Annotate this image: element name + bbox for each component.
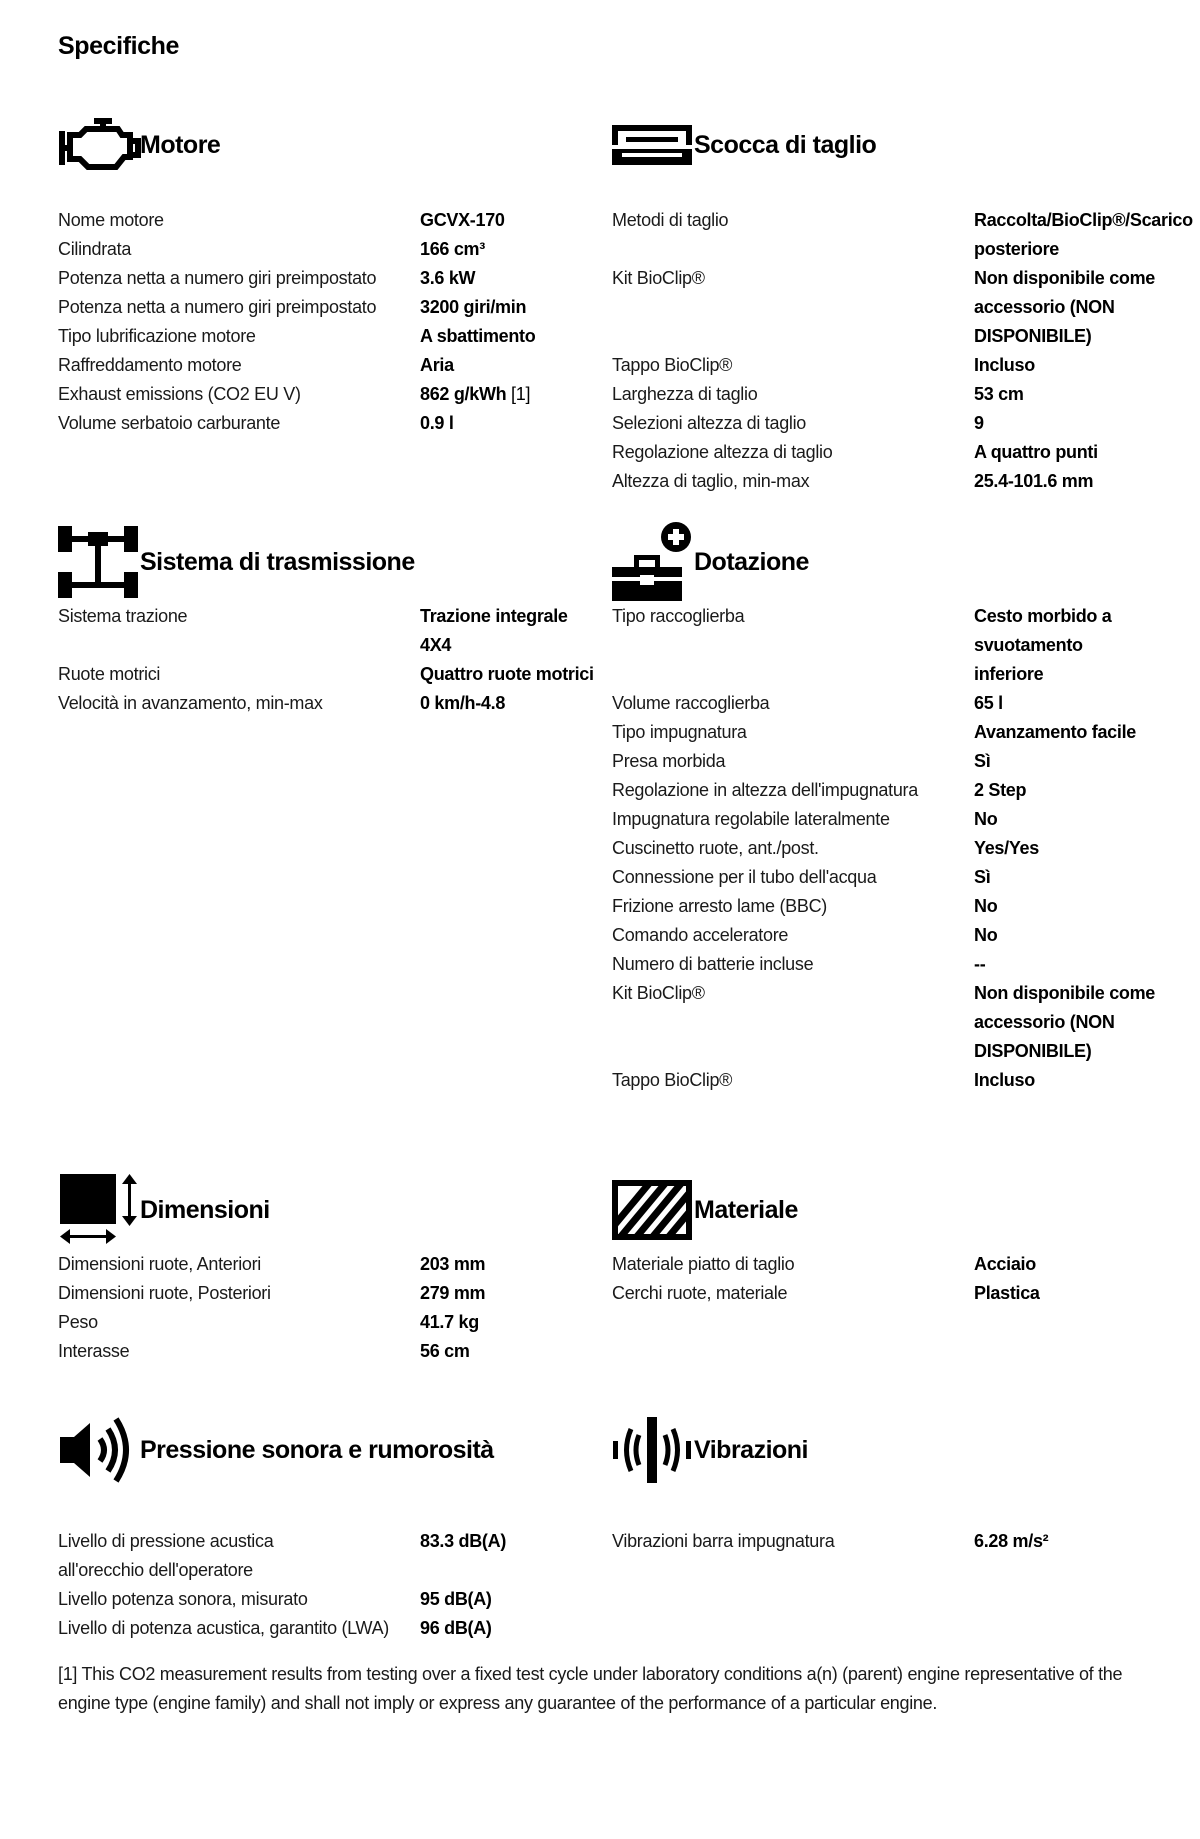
spec-value: Sì [974, 751, 991, 771]
spec-row [612, 1250, 1164, 1279]
spec-row [58, 409, 610, 438]
spec-row [612, 380, 1164, 409]
spec-list [58, 1527, 610, 1643]
section-title: Sistema di trasmissione [140, 547, 415, 576]
spec-label: Presa morbida [612, 751, 726, 771]
dimensions-icon [58, 1170, 142, 1250]
spec-row [612, 1527, 1164, 1556]
section-scocca [612, 105, 1193, 496]
footnote: [1] This CO2 measurement results from testing over a fixed test cycle under laboratory conditions a(n) (parent) engine representative of the engine type (engine family) and shall not imply or express any guarantee of the performance of a particular engine. [58, 1664, 1123, 1713]
spec-row [58, 1279, 610, 1308]
spec-list [58, 602, 610, 718]
section-dotazione [612, 522, 1164, 1095]
section-title: Motore [140, 130, 221, 159]
spec-label: Regolazione in altezza dell'impugnatura [612, 780, 918, 800]
section-header [612, 105, 1164, 185]
spec-row [58, 1337, 610, 1366]
spec-row [612, 467, 1164, 496]
spec-row [612, 1066, 1164, 1095]
spec-row [58, 1614, 610, 1643]
spec-value: Yes/Yes [974, 838, 1039, 858]
spec-row [612, 921, 1164, 950]
section-title: Dimensioni [140, 1195, 270, 1224]
spec-value: 203 mm [420, 1254, 486, 1274]
spec-row [612, 892, 1164, 921]
section-header [58, 522, 610, 602]
spec-label: Sistema trazione [58, 606, 188, 626]
spec-value: Incluso [974, 1070, 1035, 1090]
spec-row [58, 264, 610, 293]
spec-label: Volume raccoglierba [612, 693, 770, 713]
spec-value: Avanzamento facile [974, 722, 1136, 742]
spec-value: Acciaio [974, 1254, 1036, 1274]
spec-label: Cilindrata [58, 239, 132, 259]
spec-value: -- [974, 954, 986, 974]
section-header [612, 522, 1164, 602]
spec-label: Interasse [58, 1341, 130, 1361]
spec-row [58, 322, 610, 351]
spec-row [612, 438, 1164, 467]
spec-row [612, 718, 1164, 747]
spec-row [58, 293, 610, 322]
spec-value: A quattro punti [974, 442, 1098, 462]
spec-label: Materiale piatto di taglio [612, 1254, 795, 1274]
spec-row [612, 950, 1164, 979]
section-title: Vibrazioni [694, 1435, 809, 1464]
spec-row [612, 834, 1164, 863]
spec-label: Frizione arresto lame (BBC) [612, 896, 827, 916]
spec-value: 65 l [974, 693, 1003, 713]
spec-value: Aria [420, 355, 454, 375]
spec-value: 25.4-101.6 mm [974, 471, 1094, 491]
spec-value: No [974, 896, 998, 916]
spec-row [612, 979, 1164, 1066]
spec-label: Ruote motrici [58, 664, 161, 684]
spec-row [612, 689, 1164, 718]
spec-label: Potenza netta a numero giri preimpostato [58, 268, 377, 288]
spec-row [612, 747, 1164, 776]
spec-row [612, 409, 1164, 438]
spec-label: Volume serbatoio carburante [58, 413, 281, 433]
drivetrain-icon [58, 522, 142, 602]
spec-label: Livello potenza sonora, misurato [58, 1589, 308, 1609]
spec-label: Cuscinetto ruote, ant./post. [612, 838, 819, 858]
spec-value: 2 Step [974, 780, 1027, 800]
spec-value: 3200 giri/min [420, 297, 527, 317]
spec-row [58, 602, 610, 660]
section-title: Scocca di taglio [694, 130, 877, 159]
toolbox-plus-icon [612, 522, 696, 602]
section-header [612, 1410, 1164, 1490]
section-vibrazioni [612, 1410, 1164, 1556]
spec-value: Plastica [974, 1283, 1040, 1303]
spec-label: Comando acceleratore [612, 925, 789, 945]
spec-label: Regolazione altezza di taglio [612, 442, 833, 462]
spec-label: Altezza di taglio, min-max [612, 471, 810, 491]
spec-label: Livello di pressione acustica all'orecchio dell'operatore [58, 1531, 274, 1580]
spec-row [612, 863, 1164, 892]
spec-label: Peso [58, 1312, 98, 1332]
spec-row [58, 1585, 610, 1614]
spec-value: 9 [974, 413, 984, 433]
spec-label: Selezioni altezza di taglio [612, 413, 807, 433]
spec-row [58, 206, 610, 235]
spec-label: Connessione per il tubo dell'acqua [612, 867, 877, 887]
spec-label: Metodi di taglio [612, 210, 729, 230]
spec-label: Kit BioClip® [612, 268, 705, 288]
spec-label: Velocità in avanzamento, min-max [58, 693, 323, 713]
vibration-icon [612, 1410, 696, 1490]
spec-row [612, 1279, 1164, 1308]
spec-list [58, 1250, 610, 1366]
spec-value: Incluso [974, 355, 1035, 375]
spec-value: 166 cm³ [420, 239, 485, 259]
spec-row [612, 776, 1164, 805]
section-materiale [612, 1170, 1164, 1308]
spec-value: 0 km/h-4.8 [420, 693, 506, 713]
section-header [58, 1410, 610, 1490]
spec-label: Tipo impugnatura [612, 722, 747, 742]
section-motore [58, 105, 610, 438]
section-trasmissione [58, 522, 610, 718]
spec-label: Potenza netta a numero giri preimpostato [58, 297, 377, 317]
spec-label: Tipo lubrificazione motore [58, 326, 256, 346]
spec-value: 41.7 kg [420, 1312, 479, 1332]
spec-label: Vibrazioni barra impugnatura [612, 1531, 835, 1551]
spec-label: Tappo BioClip® [612, 355, 733, 375]
spec-label: Exhaust emissions (CO2 EU V) [58, 384, 301, 404]
spec-value: Non disponibile come accessorio (NON DISPONIBILE) [974, 268, 1156, 346]
section-rumorosita [58, 1410, 610, 1643]
spec-value: A sbattimento [420, 326, 536, 346]
spec-label: Cerchi ruote, materiale [612, 1283, 788, 1303]
material-hatch-icon [612, 1170, 696, 1250]
spec-value: 0.9 l [420, 413, 454, 433]
section-header [58, 1170, 610, 1250]
spec-value: Non disponibile come accessorio (NON DISPONIBILE) [974, 983, 1156, 1061]
spec-value: Sì [974, 867, 991, 887]
spec-label: Impugnatura regolabile lateralmente [612, 809, 890, 829]
spec-label: Tipo raccoglierba [612, 606, 745, 626]
spec-row [58, 1308, 610, 1337]
spec-label: Nome motore [58, 210, 164, 230]
spec-value: 96 dB(A) [420, 1618, 492, 1638]
spec-list [58, 206, 610, 438]
spec-row [58, 689, 610, 718]
spec-row [612, 351, 1164, 380]
section-title: Dotazione [694, 547, 809, 576]
spec-label: Livello di potenza acustica, garantito (LWA) [58, 1618, 389, 1638]
spec-list [612, 1250, 1164, 1308]
spec-value: 3.6 kW [420, 268, 476, 288]
spec-label: Dimensioni ruote, Anteriori [58, 1254, 261, 1274]
cutting-deck-icon [612, 105, 696, 185]
spec-value: 95 dB(A) [420, 1589, 492, 1609]
section-header [612, 1170, 1164, 1250]
spec-row [612, 805, 1164, 834]
spec-value: No [974, 925, 998, 945]
spec-value: 53 cm [974, 384, 1024, 404]
spec-value: 56 cm [420, 1341, 470, 1361]
spec-label: Larghezza di taglio [612, 384, 758, 404]
spec-row [58, 660, 610, 689]
spec-row [612, 264, 1164, 351]
spec-label: Numero di batterie incluse [612, 954, 814, 974]
spec-value: Raccolta/BioClip®/Scarico posteriore [974, 210, 1193, 259]
spec-value: 862 g/kWh [420, 384, 507, 404]
spec-row [58, 1250, 610, 1279]
spec-value: 83.3 dB(A) [420, 1531, 507, 1551]
spec-value: 279 mm [420, 1283, 486, 1303]
spec-row [612, 602, 1164, 689]
spec-value: No [974, 809, 998, 829]
spec-value: GCVX-170 [420, 210, 505, 230]
section-dimensioni [58, 1170, 610, 1366]
spec-value: Trazione integrale 4X4 [420, 606, 568, 655]
engine-icon [58, 105, 142, 185]
section-title: Materiale [694, 1195, 798, 1224]
spec-label: Kit BioClip® [612, 983, 705, 1003]
section-title: Pressione sonora e rumorosità [140, 1435, 494, 1464]
spec-list [612, 206, 1193, 496]
footnote-ref: [1] [511, 384, 531, 404]
spec-list [612, 602, 1164, 1095]
spec-value: Cesto morbido a svuotamento inferiore [974, 606, 1112, 684]
spec-row [58, 351, 610, 380]
spec-label: Dimensioni ruote, Posteriori [58, 1283, 271, 1303]
spec-row [58, 1527, 610, 1585]
spec-row [58, 380, 610, 409]
spec-value: 6.28 m/s² [974, 1531, 1049, 1551]
spec-value-with-ref [420, 380, 610, 409]
page-title: Specifiche [58, 32, 180, 60]
spec-list [612, 1527, 1164, 1556]
spec-value: Quattro ruote motrici [420, 664, 594, 684]
spec-row [58, 235, 610, 264]
spec-label: Raffreddamento motore [58, 355, 242, 375]
spec-row [612, 206, 1193, 264]
speaker-sound-icon [58, 1410, 142, 1490]
section-header [58, 105, 610, 185]
spec-label: Tappo BioClip® [612, 1070, 733, 1090]
